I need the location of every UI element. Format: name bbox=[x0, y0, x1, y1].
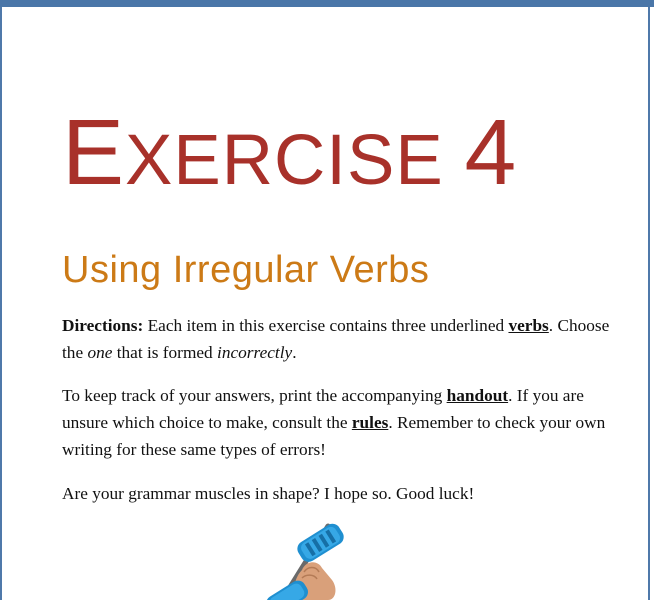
directions-period: . bbox=[292, 343, 297, 362]
title-rest: XERCISE bbox=[125, 121, 444, 200]
directions-label: Directions: bbox=[62, 316, 144, 335]
dumbbell-icon bbox=[262, 520, 372, 600]
handout-link[interactable]: handout bbox=[446, 386, 509, 405]
verbs-link[interactable]: verbs bbox=[508, 316, 549, 335]
rules-link[interactable]: rules bbox=[351, 413, 389, 432]
emphasis-incorrectly: incorrectly bbox=[217, 343, 293, 362]
page-content bbox=[0, 7, 650, 600]
exercise-title bbox=[62, 100, 518, 204]
handout-text-1: To keep track of your answers, print the accompanying bbox=[62, 386, 447, 405]
directions-text: Each item in this exercise contains three underlined bbox=[143, 316, 509, 335]
directions-text-3: that is formed bbox=[112, 343, 218, 362]
title-first-letter: E bbox=[62, 100, 126, 204]
window-top-bar bbox=[0, 0, 654, 7]
handout-paragraph bbox=[62, 382, 612, 463]
good-luck-paragraph: Are your grammar muscles in shape? I hope so. Good luck! bbox=[62, 484, 475, 503]
directions-text-2: . Choose the bbox=[62, 316, 610, 362]
exercise-subtitle: Using Irregular Verbs bbox=[62, 249, 430, 291]
handout-text-2: . If you are unsure which choice to make, consult the bbox=[62, 386, 584, 432]
emphasis-one: one bbox=[87, 343, 113, 362]
directions-paragraph bbox=[62, 312, 612, 366]
handout-text-3: . Remember to check your own writing for these same types of errors! bbox=[62, 413, 606, 459]
title-number: 4 bbox=[464, 100, 518, 204]
